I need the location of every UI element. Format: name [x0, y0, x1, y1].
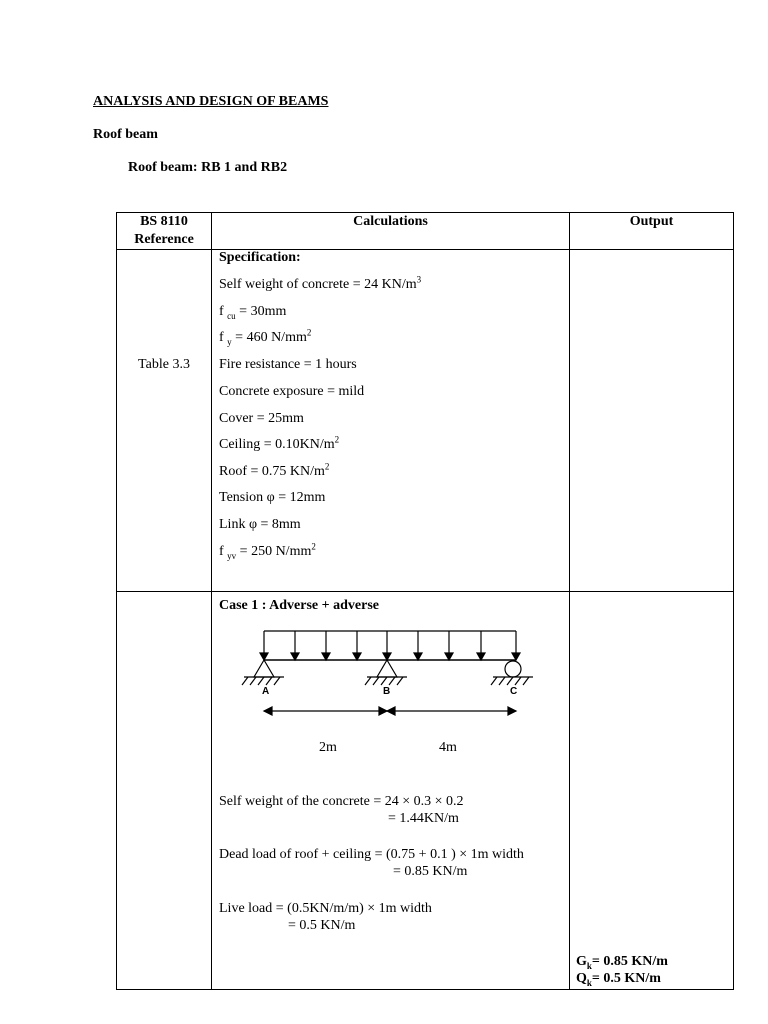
table-border-bottom — [116, 989, 734, 990]
udl-arrows — [260, 631, 520, 660]
table-border-left — [116, 212, 117, 990]
calc-live-load-line1: Live load = (0.5KN/m/m) × 1m width — [219, 901, 432, 916]
page-heading: ANALYSIS AND DESIGN OF BEAMS — [93, 94, 329, 109]
table-header-divider — [116, 249, 734, 250]
calc-self-weight-line1: Self weight of the concrete = 24 × 0.3 × 0.2 — [219, 794, 464, 809]
calc-dead-load-line2: = 0.85 KN/m — [393, 864, 468, 879]
calc-dead-load-line1: Dead load of roof + ceiling = (0.75 + 0.1 ) × 1m width — [219, 847, 524, 862]
section-subheading: Roof beam — [93, 127, 158, 142]
spec-self-weight: Self weight of concrete = 24 $KN/m^3$ — [219, 274, 422, 292]
calc-live-load-line2: = 0.5 KN/m — [288, 918, 356, 933]
dimension-line — [264, 707, 516, 715]
support-label-b: B — [383, 686, 391, 697]
calc-self-weight-line2: = 1.44KN/m — [388, 811, 459, 826]
spec-fyv: f $_{yv}$ = 250 $N/mm^2$ — [219, 541, 316, 561]
table-border-right — [733, 212, 734, 990]
output-qk: $Q_k= 0.5$ KN/m — [576, 971, 661, 988]
header-reference-line2: Reference — [134, 232, 194, 247]
span-ab-label: 2m — [319, 740, 337, 755]
table-col-divider-2 — [569, 212, 570, 990]
support-a-pin — [242, 660, 284, 685]
spec-fcu: f $_{cu}$ = 30mm — [219, 304, 287, 321]
header-reference-line1: BS 8110 — [140, 214, 188, 229]
reference-table-3-3: Table 3.3 — [138, 357, 190, 372]
support-label-c: C — [510, 686, 518, 697]
output-gk: $G_k= 0.85$ KN/m — [576, 954, 668, 971]
spec-link-bar: Link φ = 8mm — [219, 517, 301, 532]
header-output: Output — [629, 214, 674, 229]
support-b-pin — [365, 660, 407, 685]
table-border-top — [116, 212, 734, 213]
beam-title: Roof beam: RB 1 and RB2 — [128, 160, 288, 175]
spec-tension-bar: Tension φ = 12mm — [219, 490, 326, 505]
spec-fy: f $_y$ = 460 $N/mm^2$ — [219, 327, 312, 347]
table-row-divider — [116, 591, 734, 592]
case-title: Case 1 : Adverse + adverse — [219, 598, 380, 613]
header-calculations: Calculations — [353, 214, 428, 229]
spec-ceiling: Ceiling = $0.10KN/m^2$ — [219, 434, 340, 452]
support-c-roller — [491, 661, 533, 685]
support-label-a: A — [262, 686, 270, 697]
span-bc-label: 4m — [439, 740, 457, 755]
spec-concrete-exposure: Concrete exposure = mild — [219, 384, 365, 399]
beam-diagram — [236, 625, 536, 720]
spec-roof: Roof = 0.75 $KN/m^2$ — [219, 461, 330, 479]
spec-cover: Cover = 25mm — [219, 411, 304, 426]
table-col-divider-1 — [211, 212, 212, 990]
spec-fire-resistance: Fire resistance = 1 hours — [219, 357, 357, 372]
spec-title: Specification: — [219, 250, 301, 265]
